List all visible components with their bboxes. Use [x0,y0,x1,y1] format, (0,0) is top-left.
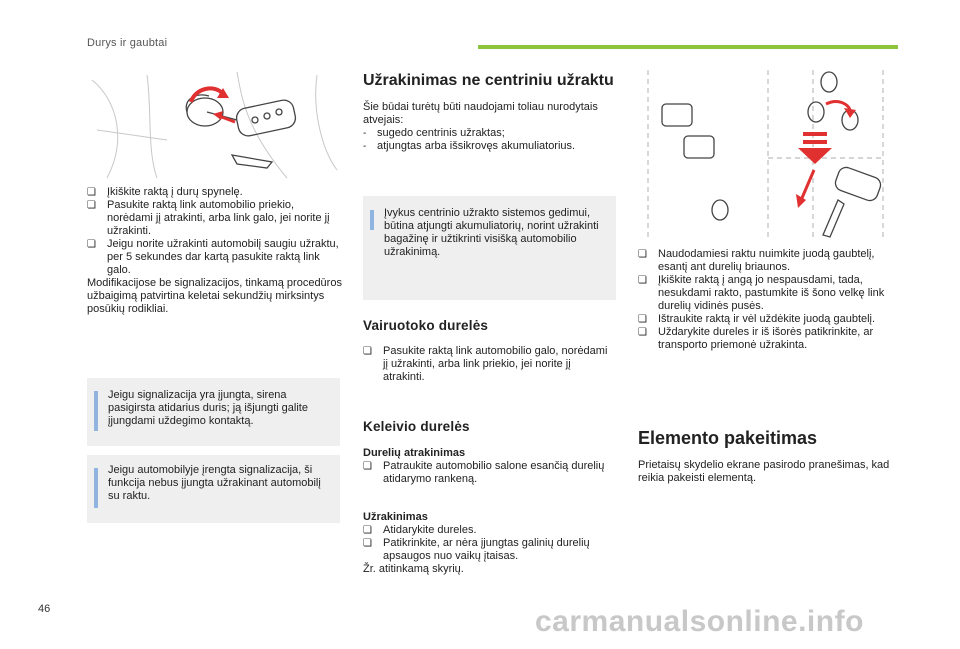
check-box-icon: ❏ [638,327,647,338]
dash-marker: - [363,128,367,139]
note-box-key-lock [87,455,340,523]
note-text: Jeigu signalizacija yra įjungta, sirena pasigirsta atidarius duris; ją išjungti galite įjungdami uždegimo kontaktą. [108,389,308,427]
page-number: 46 [38,603,51,615]
passenger-unlock-block [363,447,613,486]
replacement-text: Prietaisų skydelio ekrane pasirodo pranešimas, kad reikia pakeisti elementą. [638,459,890,484]
note-box-alarm [87,378,340,446]
note-text: Įvykus centrinio užrakto sistemos gedimui, būtina atjungti akumuliatorių, norint užrakinti bagažinę ir užtikrinti visišką automobilio užrakinimą. [384,207,599,258]
note-box-battery [363,196,616,300]
list-item: - atjungtas arba išsikrovęs akumuliatorius. [363,140,576,152]
driver-step-list [363,345,613,384]
passenger-door-heading: Keleivio durelės [363,419,470,434]
list-item: ❏ Atidarykite dureles. [363,524,477,536]
list-item: ❏ Jeigu norite užrakinti automobilį saugiu užraktu, per 5 sekundes dar kartą pasukite raktą link galo. [87,238,339,276]
case-list [363,127,613,153]
col3-steps [638,248,890,352]
info-stripe [94,468,98,508]
check-box-icon: ❏ [87,200,96,211]
check-box-icon: ❏ [363,538,372,549]
header-accent-bar [478,45,898,49]
list-item: ❏ Pasukite raktą link automobilio priekio, norėdami jį atrakinti, arba link galo, jei norite jį užrakinti. [87,199,330,237]
col3-step-list [638,248,890,352]
lock-label: Užrakinimas [363,511,428,523]
list-item: - sugedo centrinis užraktas; [363,127,505,139]
key-in-door-lock-illustration [87,70,340,180]
door-lock-drawing [87,70,340,180]
reference-text: Žr. atitinkamą skyrių. [363,563,464,575]
dash-marker: - [363,141,367,152]
check-box-icon: ❏ [363,461,372,472]
list-item: ❏ Įkiškite raktą į durų spynelę. [87,186,243,198]
col2-intro: Šie būdai turėtų būti naudojami toliau nurodytais atvejais: [363,101,598,126]
lock-step-list [363,524,613,563]
check-box-icon: ❏ [87,239,96,250]
section-header: Durys ir gaubtai [87,37,168,49]
list-item: ❏ Uždarykite dureles ir iš išorės patikrinkite, ar transporto priemonė užrakinta. [638,326,874,351]
check-box-icon: ❏ [638,249,647,260]
watermark: carmanualsonline.info [535,605,864,638]
door-edge-lock-illustration [638,70,888,240]
check-box-icon: ❏ [638,275,647,286]
unlock-label: Durelių atrakinimas [363,447,466,459]
info-stripe [370,210,374,230]
col1-paragraph: Modifikacijose be signalizacijos, tinkamą procedūros užbaigimą patvirtina keletai sekundžių mirksintys posūkių rodikliai. [87,277,342,315]
list-item: ❏ Ištraukite raktą ir vėl uždėkite juodą gaubtelį. [638,313,876,325]
list-item: ❏ Pasukite raktą link automobilio galo, norėdami jį užrakinti, arba link priekio, jei norite jį atrakinti. [363,345,608,383]
check-box-icon: ❏ [87,187,96,198]
note-text: Jeigu automobilyje įrengta signalizacija, ši funkcija nebus įjungta užrakinant automobilį su raktu. [108,464,321,502]
section-title: Užrakinimas ne centriniu užraktu [363,72,614,89]
col1-step-list [87,186,342,277]
check-box-icon: ❏ [363,346,372,357]
list-item: ❏ Patraukite automobilio salone esančią durelių atidarymo rankeną. [363,460,605,485]
replacement-heading: Elemento pakeitimas [638,428,818,448]
driver-door-heading: Vairuotoko durelės [363,318,489,333]
col2-intro-block [363,101,613,153]
list-item: ❏ Įkiškite raktą į angą jo nespausdami, tada, nesukdami rakto, pastumkite iš šono velkę link durelių vidinės pusės. [638,274,885,312]
list-item: ❏ Patikrinkite, ar nėra įjungtas galinių durelių apsaugos nuo vaikų įtaisas. [363,537,590,562]
list-item: ❏ Naudodamiesi raktu nuimkite juodą gaubtelį, esantį ant durelių briaunos. [638,248,875,273]
col1-body [87,186,342,316]
check-box-icon: ❏ [363,525,372,536]
info-stripe [94,391,98,431]
driver-door-steps [363,345,613,384]
unlock-step-list [363,460,613,486]
door-edge-drawing [638,70,888,240]
passenger-lock-block [363,511,613,576]
check-box-icon: ❏ [638,314,647,325]
